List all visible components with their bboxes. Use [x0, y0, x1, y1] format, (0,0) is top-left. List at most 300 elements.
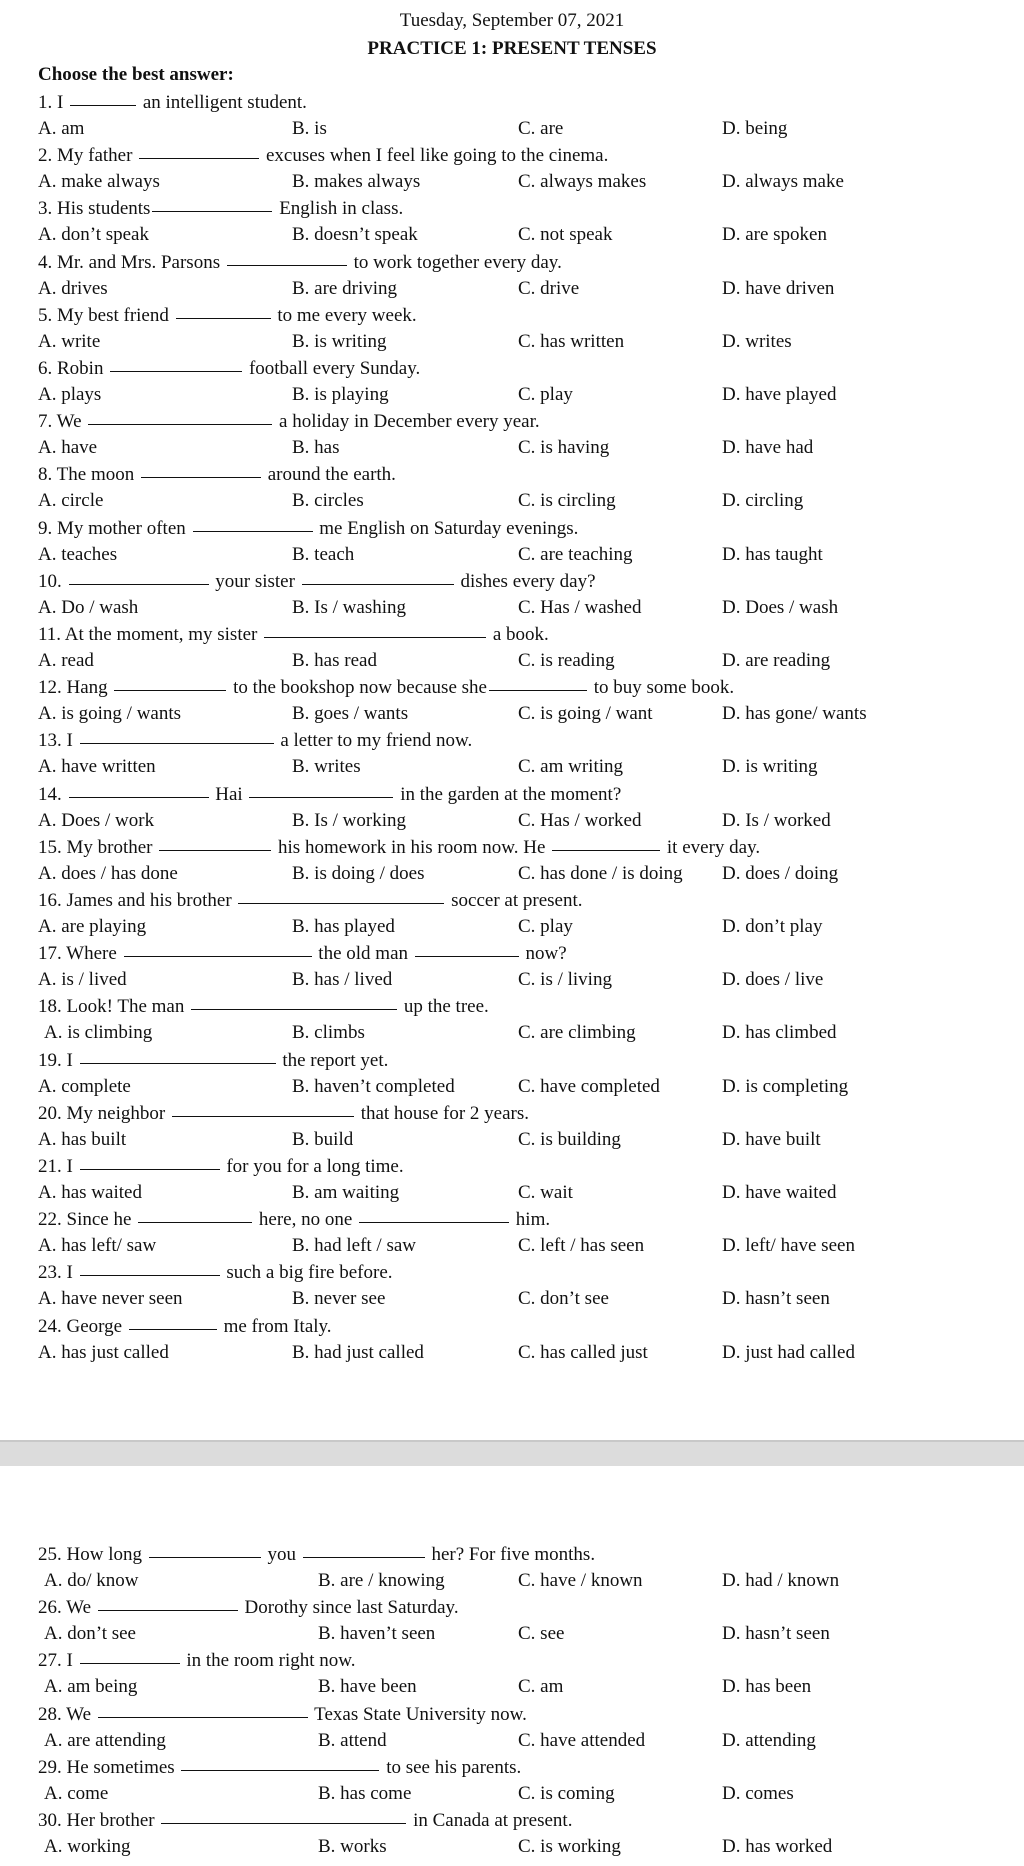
- stem-text: his homework in his room now. He: [273, 836, 551, 858]
- answer-blank: [80, 1662, 180, 1664]
- stem-text: 18. Look! The man: [38, 996, 190, 1018]
- stem-text: an intelligent student.: [138, 92, 307, 113]
- stem-text: 2. My father: [38, 145, 138, 167]
- options-line: [0, 169, 1024, 195]
- question-stem-line: [0, 782, 1024, 808]
- stem-text: soccer at present.: [446, 890, 583, 911]
- answer-blank: [129, 1328, 217, 1330]
- stem-text: me from Italy.: [218, 1315, 332, 1337]
- option-a[interactable]: A. Does / work: [38, 809, 155, 831]
- options-line: [0, 595, 1024, 621]
- worksheet-instruction: Choose the best answer:: [38, 64, 234, 85]
- option-b[interactable]: B. Is / working: [292, 809, 406, 831]
- option-b[interactable]: B. has: [292, 437, 340, 459]
- answer-blank: [141, 476, 261, 478]
- option-a[interactable]: A. have never seen: [38, 1288, 183, 1310]
- option-d[interactable]: D. does / doing: [722, 862, 839, 884]
- stem-text: your sister: [210, 570, 300, 592]
- options-line: [0, 542, 1024, 568]
- option-c[interactable]: C. is circling: [518, 490, 616, 512]
- question-stem: [38, 1207, 550, 1233]
- option-b[interactable]: B. had left / saw: [292, 1235, 417, 1257]
- answer-blank: [69, 583, 209, 585]
- question-stem-line: [0, 356, 1024, 382]
- option-b[interactable]: B. build: [292, 1128, 354, 1150]
- option-d[interactable]: D. hasn’t seen: [722, 1288, 830, 1310]
- stem-text: 22. Since he: [38, 1209, 137, 1231]
- answer-blank: [124, 955, 312, 957]
- option-d[interactable]: D. has taught: [722, 543, 823, 565]
- option-b[interactable]: B. has read: [292, 650, 377, 671]
- option-c[interactable]: C. is having: [518, 437, 610, 459]
- stem-text: that house for 2 years.: [355, 1102, 529, 1124]
- option-a[interactable]: A. has waited: [38, 1182, 142, 1203]
- question-stem: [38, 462, 396, 488]
- option-c[interactable]: C. is / living: [518, 969, 612, 991]
- question-10: [0, 569, 1024, 621]
- stem-text: football every Sunday.: [244, 358, 421, 379]
- option-a[interactable]: A. have: [38, 437, 98, 459]
- option-b[interactable]: B. had just called: [292, 1341, 424, 1363]
- question-6: [0, 356, 1024, 408]
- option-c[interactable]: C. are teaching: [518, 543, 633, 565]
- option-c[interactable]: C. is building: [518, 1128, 621, 1150]
- worksheet-date: Tuesday, September 07, 2021: [399, 10, 625, 31]
- option-b[interactable]: B. Is / washing: [292, 596, 406, 618]
- stem-text: 3. His students: [38, 198, 151, 220]
- option-d[interactable]: D. comes: [722, 1782, 794, 1804]
- options-line: [0, 1781, 1024, 1807]
- stem-text: 9. My mother often: [38, 517, 191, 539]
- question-28: [0, 1702, 1024, 1754]
- question-stem: [38, 835, 760, 861]
- options-line: [0, 754, 1024, 780]
- option-a[interactable]: A. teaches: [38, 543, 118, 565]
- option-d[interactable]: D. does / live: [722, 969, 824, 991]
- question-stem: [38, 994, 489, 1020]
- option-c[interactable]: C. drive: [518, 277, 580, 299]
- option-b[interactable]: B. writes: [292, 756, 361, 778]
- option-a[interactable]: A. have written: [38, 756, 156, 778]
- question-stem: [38, 250, 562, 276]
- answer-blank: [172, 1115, 354, 1117]
- option-b[interactable]: B. is: [292, 118, 327, 139]
- question-16: [0, 888, 1024, 940]
- option-d[interactable]: D. Is / worked: [722, 809, 831, 831]
- question-22: [0, 1207, 1024, 1259]
- stem-text: 15. My brother: [38, 836, 158, 858]
- option-b[interactable]: B. am waiting: [292, 1182, 400, 1203]
- question-stem: [38, 1048, 388, 1074]
- option-d[interactable]: D. is writing: [722, 756, 818, 778]
- option-d[interactable]: D. have driven: [722, 277, 835, 299]
- option-c[interactable]: C. don’t see: [518, 1288, 609, 1310]
- option-d[interactable]: D. hasn’t seen: [722, 1623, 830, 1645]
- stem-text: a holiday in December every year.: [274, 411, 540, 433]
- option-d[interactable]: D. being: [722, 118, 788, 139]
- stem-text: to see his parents.: [381, 1756, 522, 1778]
- option-c[interactable]: C. are climbing: [518, 1022, 636, 1044]
- options-line: [0, 1834, 1024, 1860]
- option-a[interactable]: A. has just called: [38, 1341, 169, 1363]
- question-stem-line: [0, 1755, 1024, 1781]
- question-stem: [38, 1154, 404, 1180]
- stem-text: it every day.: [662, 836, 761, 858]
- answer-blank: [80, 1062, 276, 1064]
- option-b[interactable]: B. is doing / does: [292, 862, 425, 884]
- options-line: [0, 1674, 1024, 1700]
- option-a[interactable]: A. plays: [38, 384, 102, 405]
- options-line: [0, 1568, 1024, 1594]
- stem-text: Texas State University now.: [309, 1703, 527, 1725]
- question-23: [0, 1260, 1024, 1312]
- answer-blank: [303, 1556, 425, 1558]
- answer-blank: [98, 1609, 238, 1611]
- answer-blank: [80, 1274, 220, 1276]
- answer-blank: [191, 1008, 397, 1010]
- answer-blank: [98, 1716, 308, 1718]
- options-line: [0, 861, 1024, 887]
- question-stem-line: [0, 409, 1024, 435]
- question-stem: [38, 196, 403, 222]
- question-stem-line: [0, 941, 1024, 967]
- question-stem-line: [0, 462, 1024, 488]
- options-line: [0, 1233, 1024, 1259]
- option-a[interactable]: A. has left/ saw: [38, 1235, 157, 1257]
- option-d[interactable]: D. are reading: [722, 650, 831, 671]
- option-a[interactable]: A. are attending: [44, 1729, 166, 1751]
- option-a[interactable]: A. do/ know: [44, 1570, 139, 1591]
- stem-text: the old man: [313, 943, 413, 965]
- stem-text: 4. Mr. and Mrs. Parsons: [38, 251, 225, 273]
- option-a[interactable]: A. circle: [38, 490, 104, 512]
- question-stem-line: [0, 1702, 1024, 1728]
- stem-text: to work together every day.: [348, 251, 562, 273]
- question-7: [0, 409, 1024, 461]
- question-stem-line: [0, 1101, 1024, 1127]
- stem-text: 30. Her brother: [38, 1810, 160, 1831]
- question-stem-line: [0, 1808, 1024, 1834]
- question-stem-line: [0, 728, 1024, 754]
- options-line: [0, 1074, 1024, 1100]
- option-c[interactable]: C. is working: [518, 1836, 621, 1857]
- worksheet-page-2: [0, 1466, 1024, 1866]
- question-stem-line: [0, 303, 1024, 329]
- question-stem: [38, 888, 583, 914]
- question-1: [0, 90, 1024, 142]
- option-d[interactable]: D. has climbed: [722, 1022, 837, 1044]
- answer-blank: [69, 796, 209, 798]
- options-line: [0, 329, 1024, 355]
- option-c[interactable]: C. left / has seen: [518, 1235, 645, 1257]
- answer-blank: [161, 1822, 406, 1824]
- stem-text: 12. Hang: [38, 677, 113, 699]
- option-c[interactable]: C. have / known: [518, 1570, 643, 1591]
- question-3: [0, 196, 1024, 248]
- question-stem: [38, 409, 540, 435]
- options-line: [0, 1621, 1024, 1647]
- option-c[interactable]: C. are: [518, 118, 564, 139]
- option-d[interactable]: D. don’t play: [722, 916, 823, 937]
- stem-text: dishes every day?: [455, 570, 596, 592]
- answer-blank: [359, 1221, 509, 1223]
- option-c[interactable]: C. has written: [518, 330, 625, 352]
- option-b[interactable]: B. works: [318, 1836, 387, 1857]
- option-d[interactable]: D. has gone/ wants: [722, 703, 867, 725]
- option-d[interactable]: D. Does / wash: [722, 596, 839, 618]
- stem-text: 1. I: [38, 92, 69, 113]
- stem-text: in Canada at present.: [408, 1810, 573, 1831]
- option-c[interactable]: C. is going / want: [518, 703, 653, 725]
- stem-text: Hai: [210, 783, 248, 805]
- option-c[interactable]: C. wait: [518, 1182, 573, 1203]
- question-18: [0, 994, 1024, 1046]
- option-a[interactable]: A. make always: [38, 171, 160, 193]
- question-15: [0, 835, 1024, 887]
- option-d[interactable]: D. attending: [722, 1729, 816, 1751]
- answer-blank: [139, 157, 259, 159]
- stem-text: 19. I: [38, 1049, 78, 1071]
- stem-text: 28. We: [38, 1703, 96, 1725]
- question-30: [0, 1808, 1024, 1860]
- stem-text: to the bookshop now because she: [228, 677, 487, 699]
- option-d[interactable]: D. always make: [722, 171, 844, 193]
- question-stem: [38, 622, 549, 648]
- option-c[interactable]: C. am writing: [518, 756, 624, 778]
- option-d[interactable]: D. are spoken: [722, 224, 827, 246]
- option-b[interactable]: B. have been: [318, 1676, 417, 1698]
- option-b[interactable]: B. haven’t completed: [292, 1075, 455, 1097]
- option-c[interactable]: C. play: [518, 916, 573, 937]
- option-a[interactable]: A. has built: [38, 1128, 127, 1150]
- option-b[interactable]: B. haven’t seen: [318, 1623, 436, 1645]
- question-stem-line: [0, 1207, 1024, 1233]
- question-stem: [38, 569, 596, 595]
- option-d[interactable]: D. has been: [722, 1676, 812, 1698]
- options-line: [0, 914, 1024, 940]
- question-stem-line: [0, 622, 1024, 648]
- options-line: [0, 701, 1024, 727]
- stem-text: 16. James and his brother: [38, 890, 237, 911]
- option-d[interactable]: D. just had called: [722, 1341, 855, 1363]
- question-5: [0, 303, 1024, 355]
- question-14: [0, 782, 1024, 834]
- question-25: [0, 1542, 1024, 1594]
- answer-blank: [159, 849, 271, 851]
- question-19: [0, 1048, 1024, 1100]
- option-d[interactable]: D. circling: [722, 490, 804, 512]
- stem-text: a book.: [488, 624, 549, 645]
- answer-blank: [181, 1769, 379, 1771]
- question-stem-line: [0, 569, 1024, 595]
- options-line: [0, 222, 1024, 248]
- option-b[interactable]: B. teach: [292, 543, 355, 565]
- question-stem-line: [0, 90, 1024, 116]
- answer-blank: [415, 955, 519, 957]
- option-b[interactable]: B. circles: [292, 490, 364, 512]
- answer-blank: [88, 423, 272, 425]
- stem-text: now?: [520, 943, 567, 965]
- options-line: [0, 276, 1024, 302]
- stem-text: a letter to my friend now.: [275, 730, 473, 752]
- option-c[interactable]: C. has done / is doing: [518, 862, 683, 884]
- answer-blank: [552, 849, 660, 851]
- stem-text: him.: [511, 1209, 551, 1231]
- option-b[interactable]: B. has come: [318, 1782, 412, 1804]
- question-stem: [38, 1808, 572, 1834]
- options-line: [0, 488, 1024, 514]
- answer-blank: [264, 636, 486, 638]
- option-a[interactable]: A. come: [44, 1782, 109, 1804]
- question-2: [0, 143, 1024, 195]
- option-a[interactable]: A. don’t see: [44, 1623, 136, 1645]
- option-a[interactable]: A. complete: [38, 1075, 131, 1097]
- question-17: [0, 941, 1024, 993]
- option-c[interactable]: C. Has / washed: [518, 596, 642, 618]
- answer-blank: [249, 796, 393, 798]
- stem-text: 20. My neighbor: [38, 1102, 170, 1124]
- option-c[interactable]: C. is reading: [518, 650, 615, 671]
- option-d[interactable]: D. had / known: [722, 1570, 840, 1591]
- question-stem: [38, 1755, 521, 1781]
- stem-text: 24. George: [38, 1315, 127, 1337]
- stem-text: around the earth.: [262, 464, 396, 486]
- option-d[interactable]: D. left/ have seen: [722, 1235, 855, 1257]
- option-d[interactable]: D. writes: [722, 330, 792, 352]
- question-20: [0, 1101, 1024, 1153]
- option-d[interactable]: D. have waited: [722, 1182, 837, 1203]
- question-stem: [38, 1595, 459, 1621]
- stem-text: the report yet.: [277, 1049, 389, 1071]
- question-stem-line: [0, 1542, 1024, 1568]
- stem-text: 21. I: [38, 1156, 78, 1177]
- stem-text: 13. I: [38, 730, 78, 752]
- worksheet-title: PRACTICE 1: PRESENT TENSES: [367, 38, 657, 59]
- question-21: [0, 1154, 1024, 1206]
- stem-text: here, no one: [254, 1209, 358, 1231]
- option-a[interactable]: A. am being: [44, 1676, 138, 1698]
- option-a[interactable]: A. don’t speak: [38, 224, 149, 246]
- option-b[interactable]: B. has played: [292, 916, 395, 937]
- option-b[interactable]: B. are driving: [292, 277, 398, 299]
- option-b[interactable]: B. goes / wants: [292, 703, 409, 725]
- option-c[interactable]: C. has called just: [518, 1341, 648, 1363]
- question-stem: [38, 1648, 356, 1674]
- option-a[interactable]: A. working: [44, 1836, 131, 1857]
- stem-text: 14.: [38, 783, 67, 805]
- option-a[interactable]: A. Do / wash: [38, 596, 139, 618]
- options-line: [0, 1020, 1024, 1046]
- option-d[interactable]: D. is completing: [722, 1075, 849, 1097]
- options-line: [0, 382, 1024, 408]
- stem-text: 6. Robin: [38, 358, 109, 379]
- option-d[interactable]: D. have had: [722, 437, 814, 459]
- question-stem: [38, 1314, 332, 1340]
- question-stem: [38, 1260, 393, 1286]
- stem-text: English in class.: [274, 198, 404, 220]
- stem-text: in the room right now.: [181, 1650, 356, 1672]
- option-c[interactable]: C. am: [518, 1676, 564, 1698]
- option-d[interactable]: D. have played: [722, 384, 837, 405]
- option-a[interactable]: A. is climbing: [44, 1022, 153, 1044]
- option-b[interactable]: B. makes always: [292, 171, 421, 193]
- question-24: [0, 1314, 1024, 1366]
- question-stem-line: [0, 1048, 1024, 1074]
- stem-text: 10.: [38, 570, 67, 592]
- option-a[interactable]: A. is going / wants: [38, 703, 182, 725]
- option-c[interactable]: C. not speak: [518, 224, 613, 246]
- option-c[interactable]: C. is coming: [518, 1782, 615, 1804]
- question-stem-line: [0, 1314, 1024, 1340]
- stem-text: her? For five months.: [426, 1544, 596, 1565]
- options-line: [0, 648, 1024, 674]
- option-a[interactable]: A. are playing: [38, 916, 147, 937]
- option-b[interactable]: B. has / lived: [292, 969, 393, 991]
- option-a[interactable]: A. write: [38, 330, 101, 352]
- option-c[interactable]: C. Has / worked: [518, 809, 642, 831]
- option-d[interactable]: D. has worked: [722, 1836, 833, 1857]
- option-a[interactable]: A. is / lived: [38, 969, 127, 991]
- stem-text: such a big fire before.: [221, 1262, 393, 1284]
- stem-text: 29. He sometimes: [38, 1756, 180, 1778]
- stem-text: to buy some book.: [588, 677, 735, 699]
- question-stem: [38, 1702, 527, 1728]
- option-b[interactable]: B. attend: [318, 1729, 387, 1751]
- question-stem: [38, 90, 307, 116]
- question-stem: [38, 675, 734, 701]
- option-a[interactable]: A. drives: [38, 277, 108, 299]
- option-b[interactable]: B. is writing: [292, 330, 387, 352]
- question-stem-line: [0, 1154, 1024, 1180]
- stem-text: Dorothy since last Saturday.: [239, 1597, 459, 1619]
- option-b[interactable]: B. are / knowing: [318, 1570, 445, 1591]
- question-26: [0, 1595, 1024, 1647]
- question-8: [0, 462, 1024, 514]
- option-d[interactable]: D. have built: [722, 1128, 821, 1150]
- stem-text: for you for a long time.: [221, 1156, 404, 1177]
- question-stem: [38, 941, 567, 967]
- options-line: [0, 116, 1024, 142]
- stem-text: 27. I: [38, 1650, 78, 1672]
- option-a[interactable]: A. am: [38, 118, 85, 139]
- question-stem-line: [0, 835, 1024, 861]
- option-b[interactable]: B. never see: [292, 1288, 386, 1310]
- stem-text: up the tree.: [399, 996, 489, 1018]
- question-stem: [38, 1542, 595, 1568]
- option-c[interactable]: C. always makes: [518, 171, 647, 193]
- question-stem: [38, 728, 472, 754]
- answer-blank: [149, 1556, 261, 1558]
- question-27: [0, 1648, 1024, 1700]
- option-a[interactable]: A. does / has done: [38, 862, 178, 884]
- option-c[interactable]: C. see: [518, 1623, 565, 1645]
- options-line: [0, 1180, 1024, 1206]
- stem-text: 23. I: [38, 1262, 78, 1284]
- option-c[interactable]: C. have completed: [518, 1075, 660, 1097]
- options-line: [0, 1340, 1024, 1366]
- option-b[interactable]: B. climbs: [292, 1022, 365, 1044]
- option-a[interactable]: A. read: [38, 650, 94, 671]
- option-c[interactable]: C. have attended: [518, 1729, 646, 1751]
- stem-text: 26. We: [38, 1597, 96, 1619]
- stem-text: excuses when I feel like going to the cinema.: [261, 145, 609, 167]
- option-b[interactable]: B. is playing: [292, 384, 389, 405]
- stem-text: 11. At the moment, my sister: [38, 624, 263, 645]
- answer-blank: [114, 689, 226, 691]
- option-b[interactable]: B. doesn’t speak: [292, 224, 418, 246]
- options-line: [0, 967, 1024, 993]
- option-c[interactable]: C. play: [518, 384, 573, 405]
